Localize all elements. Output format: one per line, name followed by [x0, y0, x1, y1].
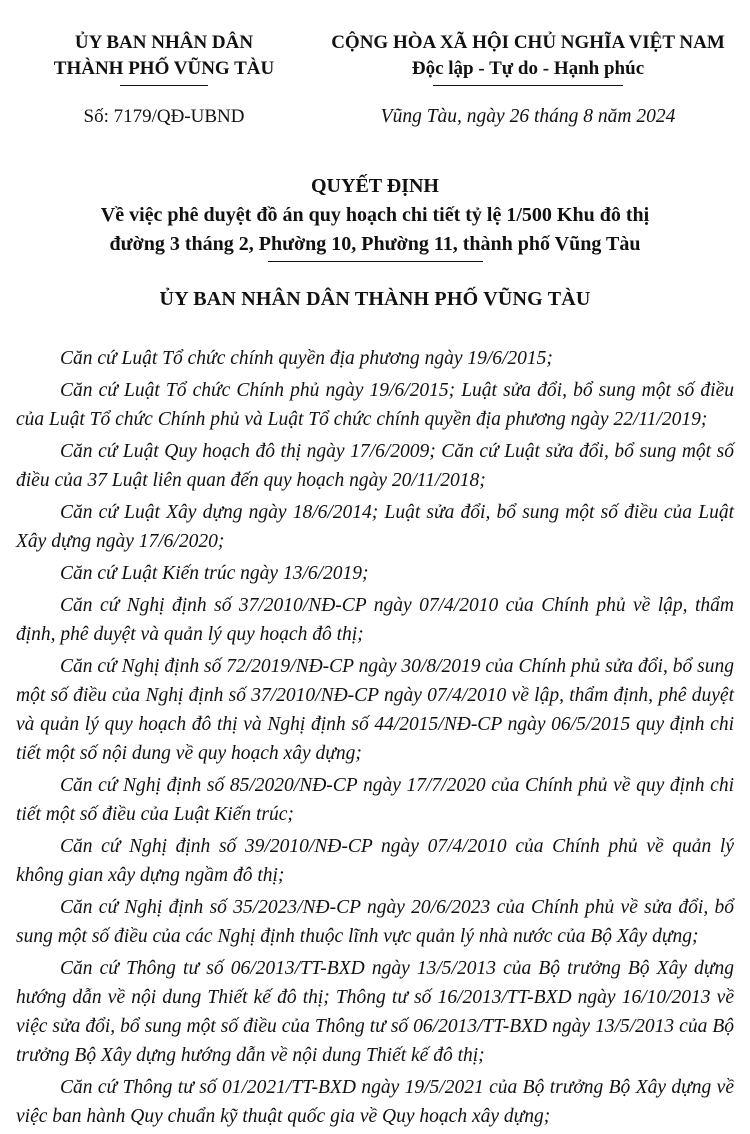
legal-basis-paragraph: Căn cứ Luật Kiến trúc ngày 13/6/2019; [60, 563, 369, 584]
legal-basis-paragraph: Căn cứ Thông tư số 06/2013/TT-BXD ngày 13/5/2013 của Bộ trưởng Bộ Xây dựng hướng dẫn về nội dung Thiết kế đô thị; Thông tư số 16/2013/TT-BXD ngày 16/10/2013 về việc sửa đổi, bổ sung một số điều của Thông tư số 06/2013/TT-BXD ngày 13/5/2013 của Bộ trưởng Bộ Xây dựng hướng dẫn về nội dung Thiết kế đô thị; [16, 958, 734, 1066]
national-motto: Độc lập - Tự do - Hạnh phúc [411, 58, 645, 79]
document-number: Số: 7179/QĐ-UBND [83, 106, 245, 127]
decision-subject-line-1: Về việc phê duyệt đồ án quy hoạch chi tiết tỷ lệ 1/500 Khu đô thị [100, 204, 650, 226]
legal-basis-paragraph: Căn cứ Luật Tổ chức Chính phủ ngày 19/6/2015; Luật sửa đổi, bổ sung một số điều của Luật Tổ chức Chính phủ và Luật Tổ chức chính quyền địa phương ngày 22/11/2019; [16, 380, 734, 430]
national-title-block [312, 30, 744, 130]
decision-heading: QUYẾT ĐỊNH [311, 175, 439, 197]
legal-basis-paragraph: Căn cứ Luật Quy hoạch đô thị ngày 17/6/2009; Căn cứ Luật sửa đổi, bổ sung một số điều của 37 Luật liên quan đến quy hoạch ngày 20/11/2018; [16, 441, 734, 491]
place-and-date: Vũng Tàu, ngày 26 tháng 8 năm 2024 [380, 106, 676, 127]
agency-underline [120, 85, 208, 86]
legal-basis-paragraph: Căn cứ Nghị định số 39/2010/NĐ-CP ngày 07/4/2010 của Chính phủ về quản lý không gian xây dựng ngầm đô thị; [16, 836, 734, 886]
legal-basis-section [16, 344, 734, 1134]
legal-basis-paragraph: Căn cứ Luật Tổ chức chính quyền địa phương ngày 19/6/2015; [60, 348, 553, 369]
motto-underline [433, 85, 623, 86]
legal-basis-paragraph: Căn cứ Nghị định số 35/2023/NĐ-CP ngày 20/6/2023 của Chính phủ về sửa đổi, bổ sung một số điều của các Nghị định thuộc lĩnh vực quản lý nhà nước của Bộ Xây dựng; [16, 897, 734, 947]
issuing-agency-block [30, 30, 298, 130]
legal-basis-paragraph: Căn cứ Thông tư số 01/2021/TT-BXD ngày 19/5/2021 của Bộ trưởng Bộ Xây dựng về việc ban hành Quy chuẩn kỹ thuật quốc gia về Quy hoạch xây dựng; [16, 1077, 734, 1127]
agency-line-2: THÀNH PHỐ VŨNG TÀU [53, 58, 275, 79]
decision-title [0, 172, 750, 262]
legal-basis-paragraph: Căn cứ Luật Xây dựng ngày 18/6/2014; Luật sửa đổi, bổ sung một số điều của Luật Xây dựng ngày 17/6/2020; [16, 502, 734, 552]
decision-subject-line-2: đường 3 tháng 2, Phường 10, Phường 11, thành phố Vũng Tàu [109, 233, 641, 255]
issuing-authority: ỦY BAN NHÂN DÂN THÀNH PHỐ VŨNG TÀU [159, 288, 591, 310]
country-name: CỘNG HÒA XÃ HỘI CHỦ NGHĨA VIỆT NAM [331, 32, 725, 53]
legal-basis-paragraph: Căn cứ Nghị định số 72/2019/NĐ-CP ngày 30/8/2019 của Chính phủ sửa đổi, bổ sung một số điều của Nghị định số 37/2010/NĐ-CP ngày 07/4/2010 về lập, thẩm định, phê duyệt và quản lý quy hoạch đô thị và Nghị định số 44/2015/NĐ-CP ngày 06/5/2015 quy định chi tiết một số nội dung về quy hoạch xây dựng; [16, 656, 734, 764]
agency-line-1: ỦY BAN NHÂN DÂN [74, 32, 254, 53]
title-underline [268, 261, 483, 262]
legal-basis-paragraph: Căn cứ Nghị định số 37/2010/NĐ-CP ngày 07/4/2010 của Chính phủ về lập, thẩm định, phê duyệt và quản lý quy hoạch đô thị; [16, 595, 734, 645]
legal-basis-paragraph: Căn cứ Nghị định số 85/2020/NĐ-CP ngày 17/7/2020 của Chính phủ về quy định chi tiết một số điều của Luật Kiến trúc; [16, 775, 734, 825]
